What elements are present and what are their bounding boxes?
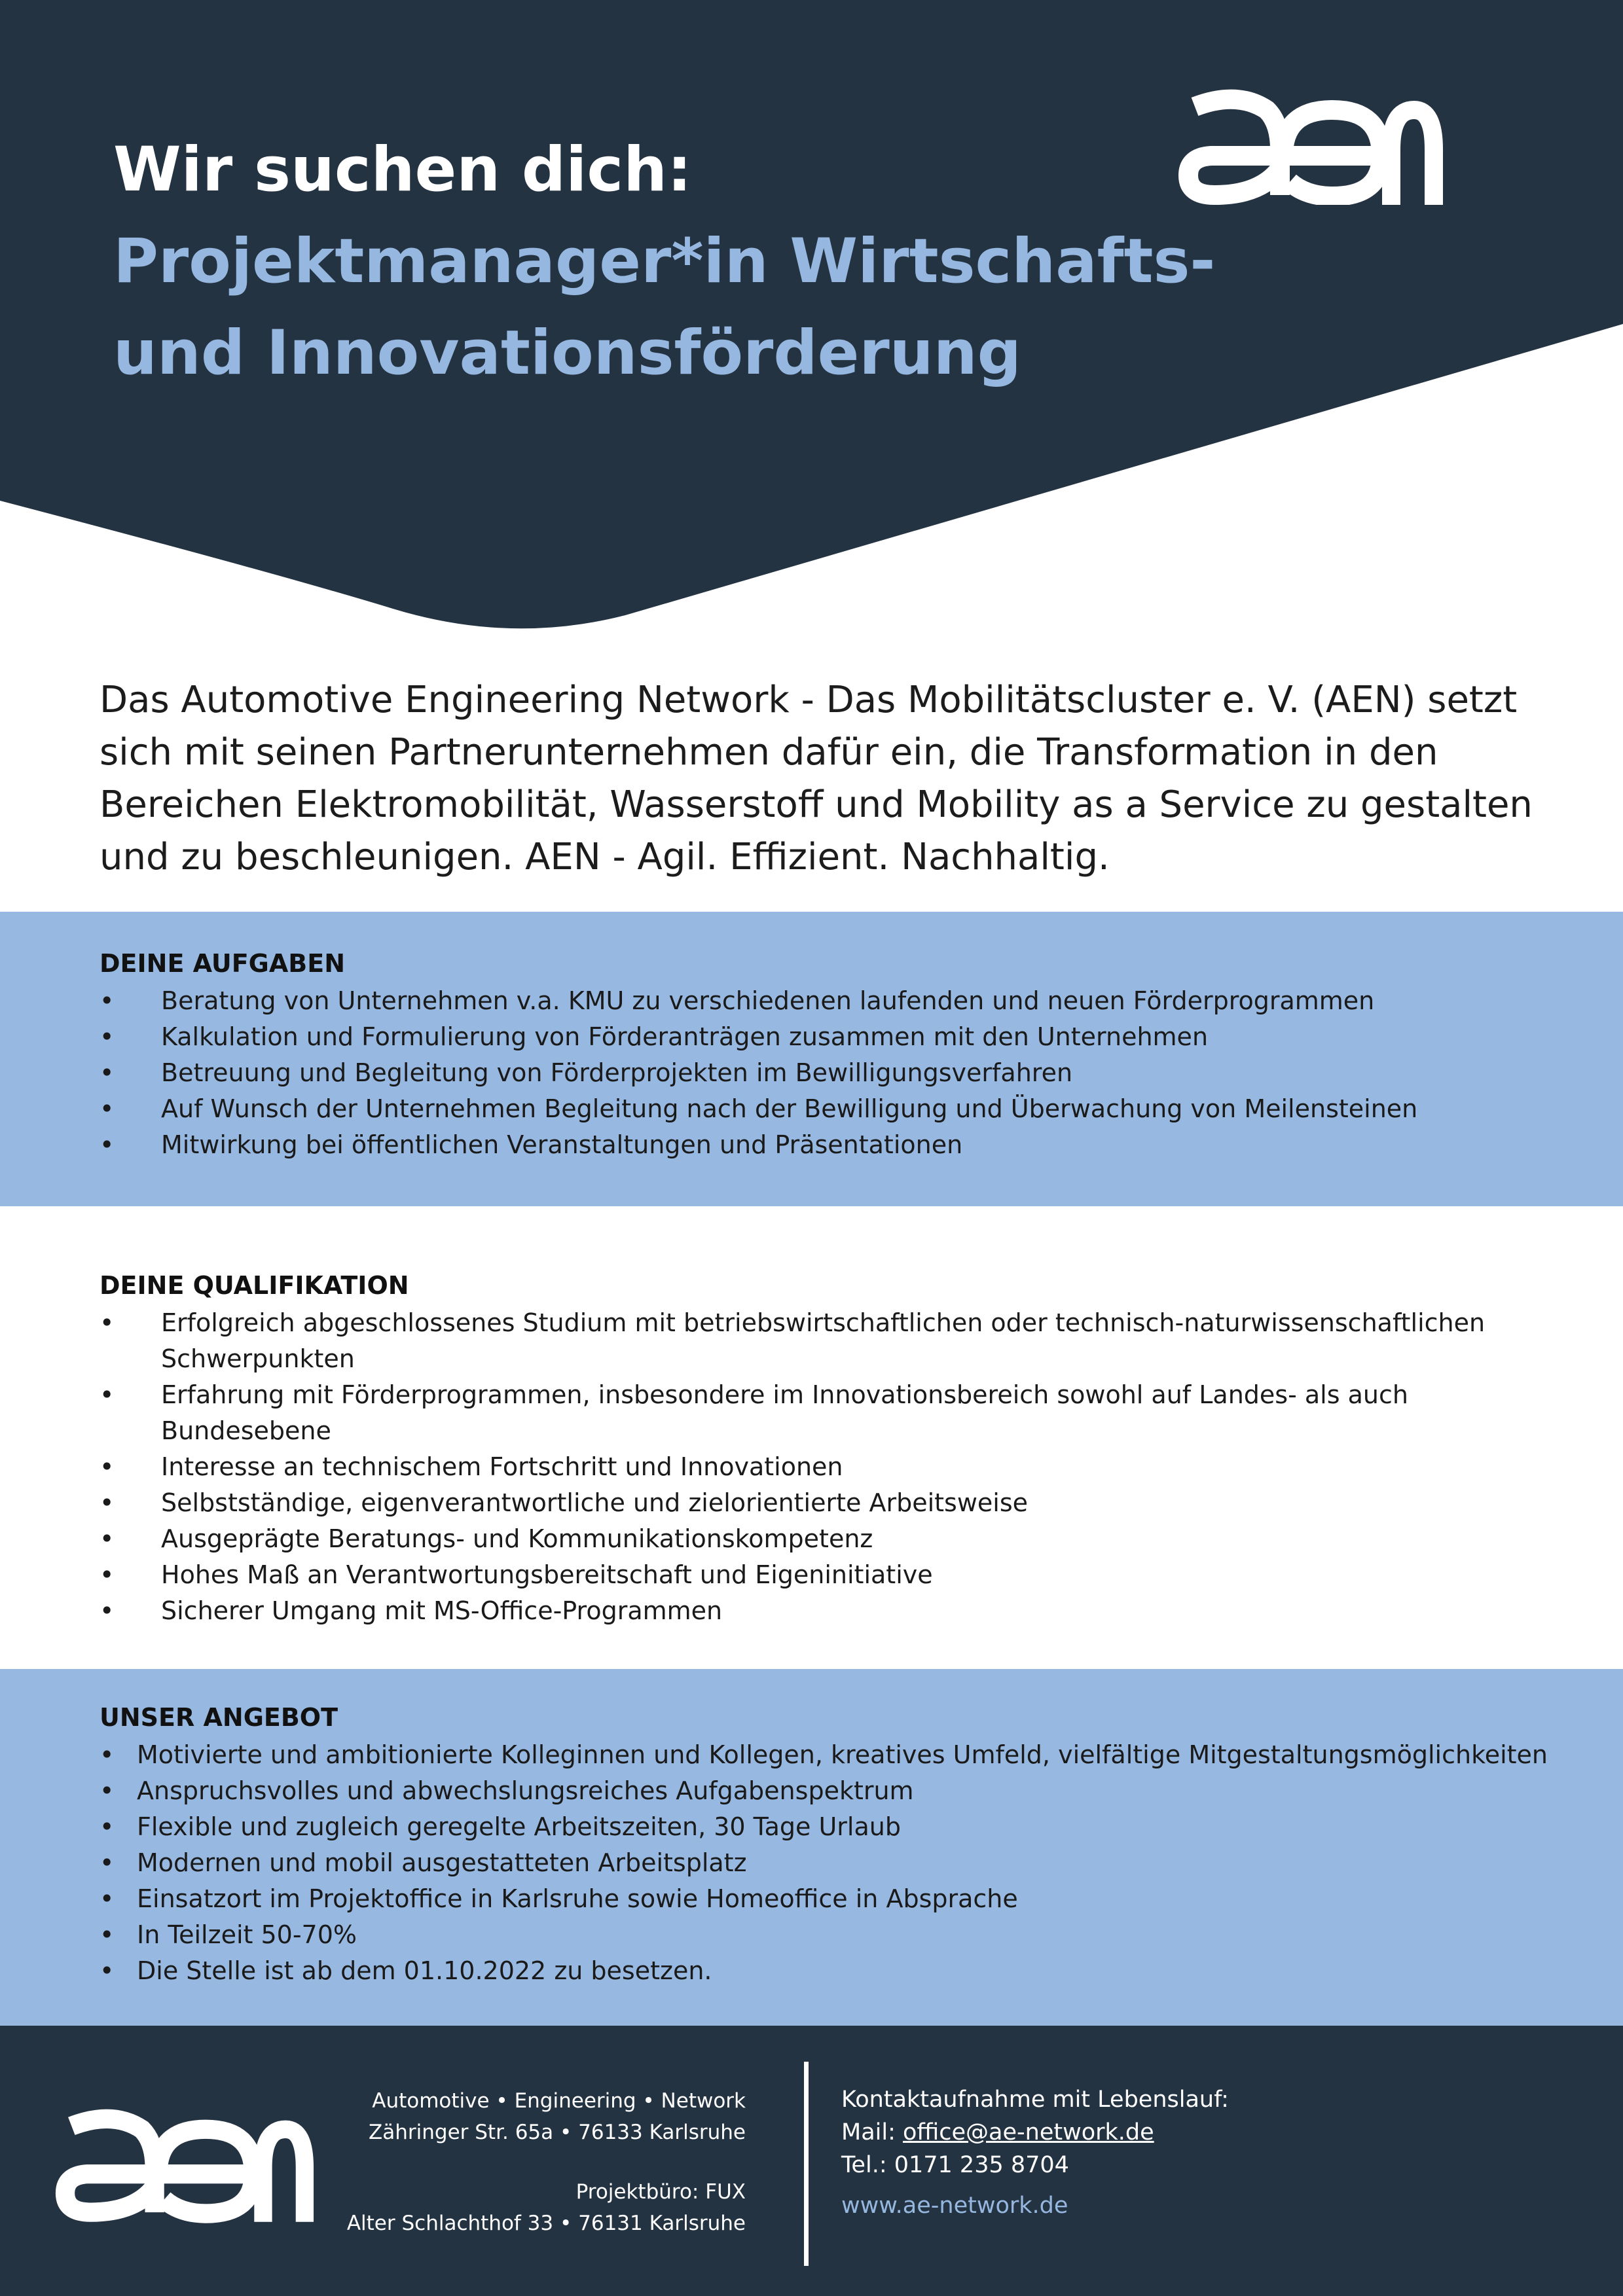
list-item: • Hohes Maß an Verantwortungsbereitschaft und Eigeninitiative xyxy=(100,1560,933,1589)
list-item: • Einsatzort im Projektoffice in Karlsruhe sowie Homeoffice in Absprache xyxy=(100,1884,1018,1913)
list-item: • Modernen und mobil ausgestatteten Arbeitsplatz xyxy=(100,1848,747,1877)
contact-phone: Tel.: 0171 235 8704 xyxy=(841,2152,1069,2178)
list-item: • In Teilzeit 50-70% xyxy=(100,1920,357,1949)
qualifikation-section xyxy=(100,1267,1514,1629)
address-block-main xyxy=(248,2085,746,2148)
angebot-list xyxy=(100,1737,1605,1989)
website-link[interactable]: www.ae-network.de xyxy=(841,2193,1068,2219)
headline xyxy=(113,124,1215,399)
aufgaben-list xyxy=(100,983,1573,1163)
email-link[interactable]: office@ae-network.de xyxy=(903,2119,1154,2145)
address-block-office xyxy=(248,2176,746,2239)
aen-logo xyxy=(1175,84,1444,205)
footer-divider xyxy=(804,2062,809,2266)
list-item: • Motivierte und ambitionierte Kolleginnen und Kollegen, kreatives Umfeld, vielfältige Mitgestaltungsmöglichkeiten xyxy=(100,1740,1548,1769)
aufgaben-heading: DEINE AUFGABEN xyxy=(100,949,346,978)
aufgaben-section xyxy=(100,945,1573,1163)
list-item: • Flexible und zugleich geregelte Arbeitszeiten, 30 Tage Urlaub xyxy=(100,1812,901,1841)
address-office: Alter Schlachthof 33 • 76131 Karlsruhe xyxy=(346,2212,746,2235)
list-item: • Sicherer Umgang mit MS-Office-Programmen xyxy=(100,1596,723,1625)
list-item: • Selbstständige, eigenverantwortliche und zielorientierte Arbeitsweise xyxy=(100,1488,1029,1517)
qualifikation-heading: DEINE QUALIFIKATION xyxy=(100,1271,409,1300)
job-title-line2: und Innovationsförderung xyxy=(113,317,1021,389)
contact-block xyxy=(841,2083,1229,2222)
intro-paragraph: Das Automotive Engineering Network - Das Mobilitätscluster e. V. (AEN) setzt sich mit seinen Partnerunternehmen dafür ein, die Transformation in den Bereichen Elektromobilität, Wasserstoff und Mobility as a Service zu gestalten und zu beschleunigen. AEN - Agil. Effizient. Nachhaltig. xyxy=(100,679,1533,878)
list-item: • Erfolgreich abgeschlossenes Studium mit betriebswirtschaftlichen oder technisch-naturwissenschaftlichen Schwerpunkten xyxy=(100,1308,1486,1373)
list-item: • Beratung von Unternehmen v.a. KMU zu verschiedenen laufenden und neuen Förderprogrammen xyxy=(100,986,1375,1015)
headline-intro: Wir suchen dich: xyxy=(113,134,692,206)
contact-mail xyxy=(841,2116,1229,2149)
angebot-heading: UNSER ANGEBOT xyxy=(100,1703,338,1732)
mail-label: Mail: xyxy=(841,2119,903,2145)
list-item: • Die Stelle ist ab dem 01.10.2022 zu besetzen. xyxy=(100,1956,712,1985)
office-label: Projektbüro: FUX xyxy=(575,2180,746,2204)
list-item: • Mitwirkung bei öffentlichen Veranstaltungen und Präsentationen xyxy=(100,1130,963,1159)
list-item: • Auf Wunsch der Unternehmen Begleitung nach der Bewilligung und Überwachung von Meilensteinen xyxy=(100,1094,1418,1123)
list-item: • Interesse an technischem Fortschritt und Innovationen xyxy=(100,1452,843,1481)
list-item: • Kalkulation und Formulierung von Förderanträgen zusammen mit den Unternehmen xyxy=(100,1022,1209,1051)
qualifikation-list xyxy=(100,1305,1514,1629)
tagline: Automotive • Engineering • Network xyxy=(372,2089,746,2113)
contact-heading: Kontaktaufnahme mit Lebenslauf: xyxy=(841,2087,1229,2113)
address-main: Zähringer Str. 65a • 76133 Karlsruhe xyxy=(369,2121,746,2144)
list-item: • Anspruchsvolles und abwechslungsreiches Aufgabenspektrum xyxy=(100,1776,914,1805)
list-item: • Ausgeprägte Beratungs- und Kommunikationskompetenz xyxy=(100,1524,873,1553)
list-item: • Erfahrung mit Förderprogrammen, insbesondere im Innovationsbereich sowohl auf Landes- als auch Bundesebene xyxy=(100,1380,1408,1445)
job-title-line1: Projektmanager*in Wirtschafts- xyxy=(113,226,1216,297)
angebot-section xyxy=(100,1699,1605,1989)
list-item: • Betreuung und Begleitung von Förderprojekten im Bewilligungsverfahren xyxy=(100,1058,1073,1087)
